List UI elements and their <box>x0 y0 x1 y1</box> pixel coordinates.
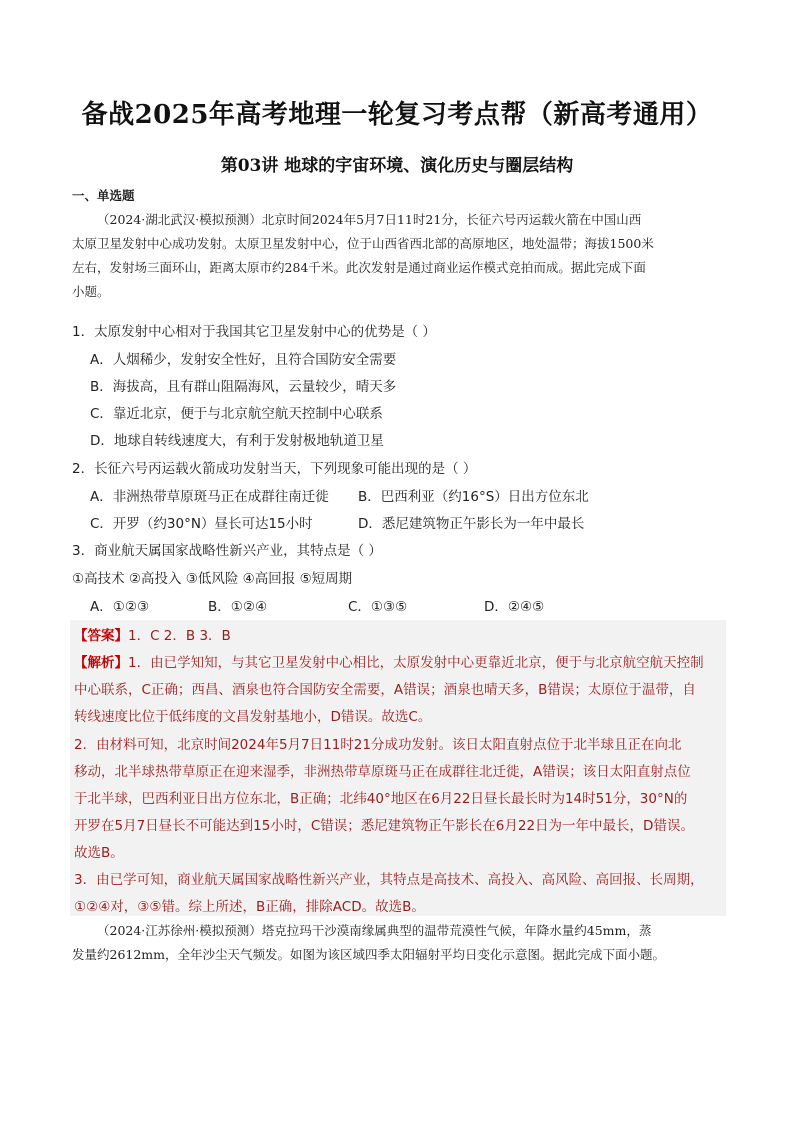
question-2-option-a: A．非洲热带草原斑马正在成群往南迁徙 <box>90 489 329 505</box>
reading-passage-1 <box>72 208 724 304</box>
page-title: 备战2025年高考地理一轮复习考点帮（新高考通用） <box>81 100 713 130</box>
passage-line: （2024·湖北武汉·模拟预测）北京时间2024年5月7日11时21分，长征六号丙运载火箭在中国山西 <box>97 212 642 227</box>
passage-line: （2024·江苏徐州·模拟预测）塔克拉玛干沙漠南缘属典型的温带荒漠性气候，年降水量约45mm，蒸 <box>97 923 652 938</box>
analysis-line: 3．由已学可知，商业航天属国家战略性新兴产业，其特点是高技术、高投入、高风险、高回报、长周期， <box>74 872 704 888</box>
question-3-items: ①高技术 ②高投入 ③低风险 ④高回报 ⑤短周期 <box>72 571 353 587</box>
question-3-option-d: D．②④⑤ <box>484 599 545 615</box>
analysis-line: 移动，北半球热带草原正在迎来湿季，非洲热带草原斑马正在成群往北迁徙，A错误；该日太阳直射点位 <box>74 764 691 780</box>
question-1-stem: 1．太原发射中心相对于我国其它卫星发射中心的优势是（ ） <box>72 324 436 340</box>
question-3-stem: 3．商业航天属国家战略性新兴产业，其特点是（ ） <box>72 543 382 559</box>
question-2-option-d: D．悉尼建筑物正午影长为一年中最长 <box>358 516 585 532</box>
analysis-line: 于北半球，巴西利亚日出方位东北，B正确；北纬40°地区在6月22日昼长最长时为14时51分，30°N的 <box>74 791 688 807</box>
section-heading: 一、单选题 <box>72 188 135 203</box>
analysis-line: 中心联系，C正确；西昌、酒泉也符合国防安全需要，A错误；酒泉也晴天多，B错误；太原位于温带，自 <box>74 682 696 698</box>
question-2-option-b: B．巴西利亚（约16°S）日出方位东北 <box>358 489 589 505</box>
analysis-text: 1．由已学知知，与其它卫星发射中心相比，太原发射中心更靠近北京，便于与北京航空航天控制 <box>128 655 704 671</box>
reading-passage-2 <box>72 919 724 967</box>
question-1-option-c: C．靠近北京，便于与北京航空航天控制中心联系 <box>90 406 383 422</box>
passage-line: 发量约2612mm，全年沙尘天气频发。如图为该区域四季太阳辐射平均日变化示意图。据此完成下面小题。 <box>72 947 666 962</box>
analysis-line: 故选B。 <box>74 845 124 861</box>
answer-tag: 【答案】 <box>74 628 128 644</box>
passage-line: 左右，发射场三面环山，距离太原市约284千米。此次发射是通过商业运作模式竞拍而成。据此完成下面 <box>72 260 646 275</box>
question-2-stem: 2．长征六号丙运载火箭成功发射当天，下列现象可能出现的是（ ） <box>72 461 477 477</box>
lecture-subtitle: 第03讲 地球的宇宙环境、演化历史与圈层结构 <box>220 156 574 176</box>
question-1-option-a: A．人烟稀少，发射安全性好，且符合国防安全需要 <box>90 352 397 368</box>
analysis-line: 开罗在5月7日昼长不可能达到15小时，C错误；悉尼建筑物正午影长在6月22日为一年中最长，D错误。 <box>74 818 694 834</box>
analysis-line: ①②④对，③⑤错。综上所述，B正确，排除ACD。故选B。 <box>74 899 425 915</box>
analysis-line <box>74 651 704 671</box>
question-3-option-c: C．①③⑤ <box>348 599 408 615</box>
question-2-option-c: C．开罗（约30°N）昼长可达15小时 <box>90 516 313 532</box>
analysis-line: 2．由材料可知，北京时间2024年5月7日11时21分成功发射。该日太阳直射点位于北半球且正在向北 <box>74 737 682 753</box>
analysis-line: 转线速度比位于低纬度的文昌发射基地小，D错误。故选C。 <box>74 709 432 725</box>
analysis-tag: 【解析】 <box>74 655 128 671</box>
question-3-option-b: B．①②④ <box>208 599 268 615</box>
question-3-option-a: A．①②③ <box>90 599 150 615</box>
passage-line: 小题。 <box>72 284 110 299</box>
question-1-option-d: D．地球自转线速度大，有利于发射极地轨道卫星 <box>90 433 384 449</box>
passage-line: 太原卫星发射中心成功发射。太原卫星发射中心，位于山西省西北部的高原地区，地处温带；海拔1500米 <box>72 236 654 251</box>
answer-text: 1．C 2．B 3．B <box>128 628 231 644</box>
question-1-option-b: B．海拔高，且有群山阻隔海风，云量较少，晴天多 <box>90 379 397 395</box>
answer-line <box>74 624 231 644</box>
